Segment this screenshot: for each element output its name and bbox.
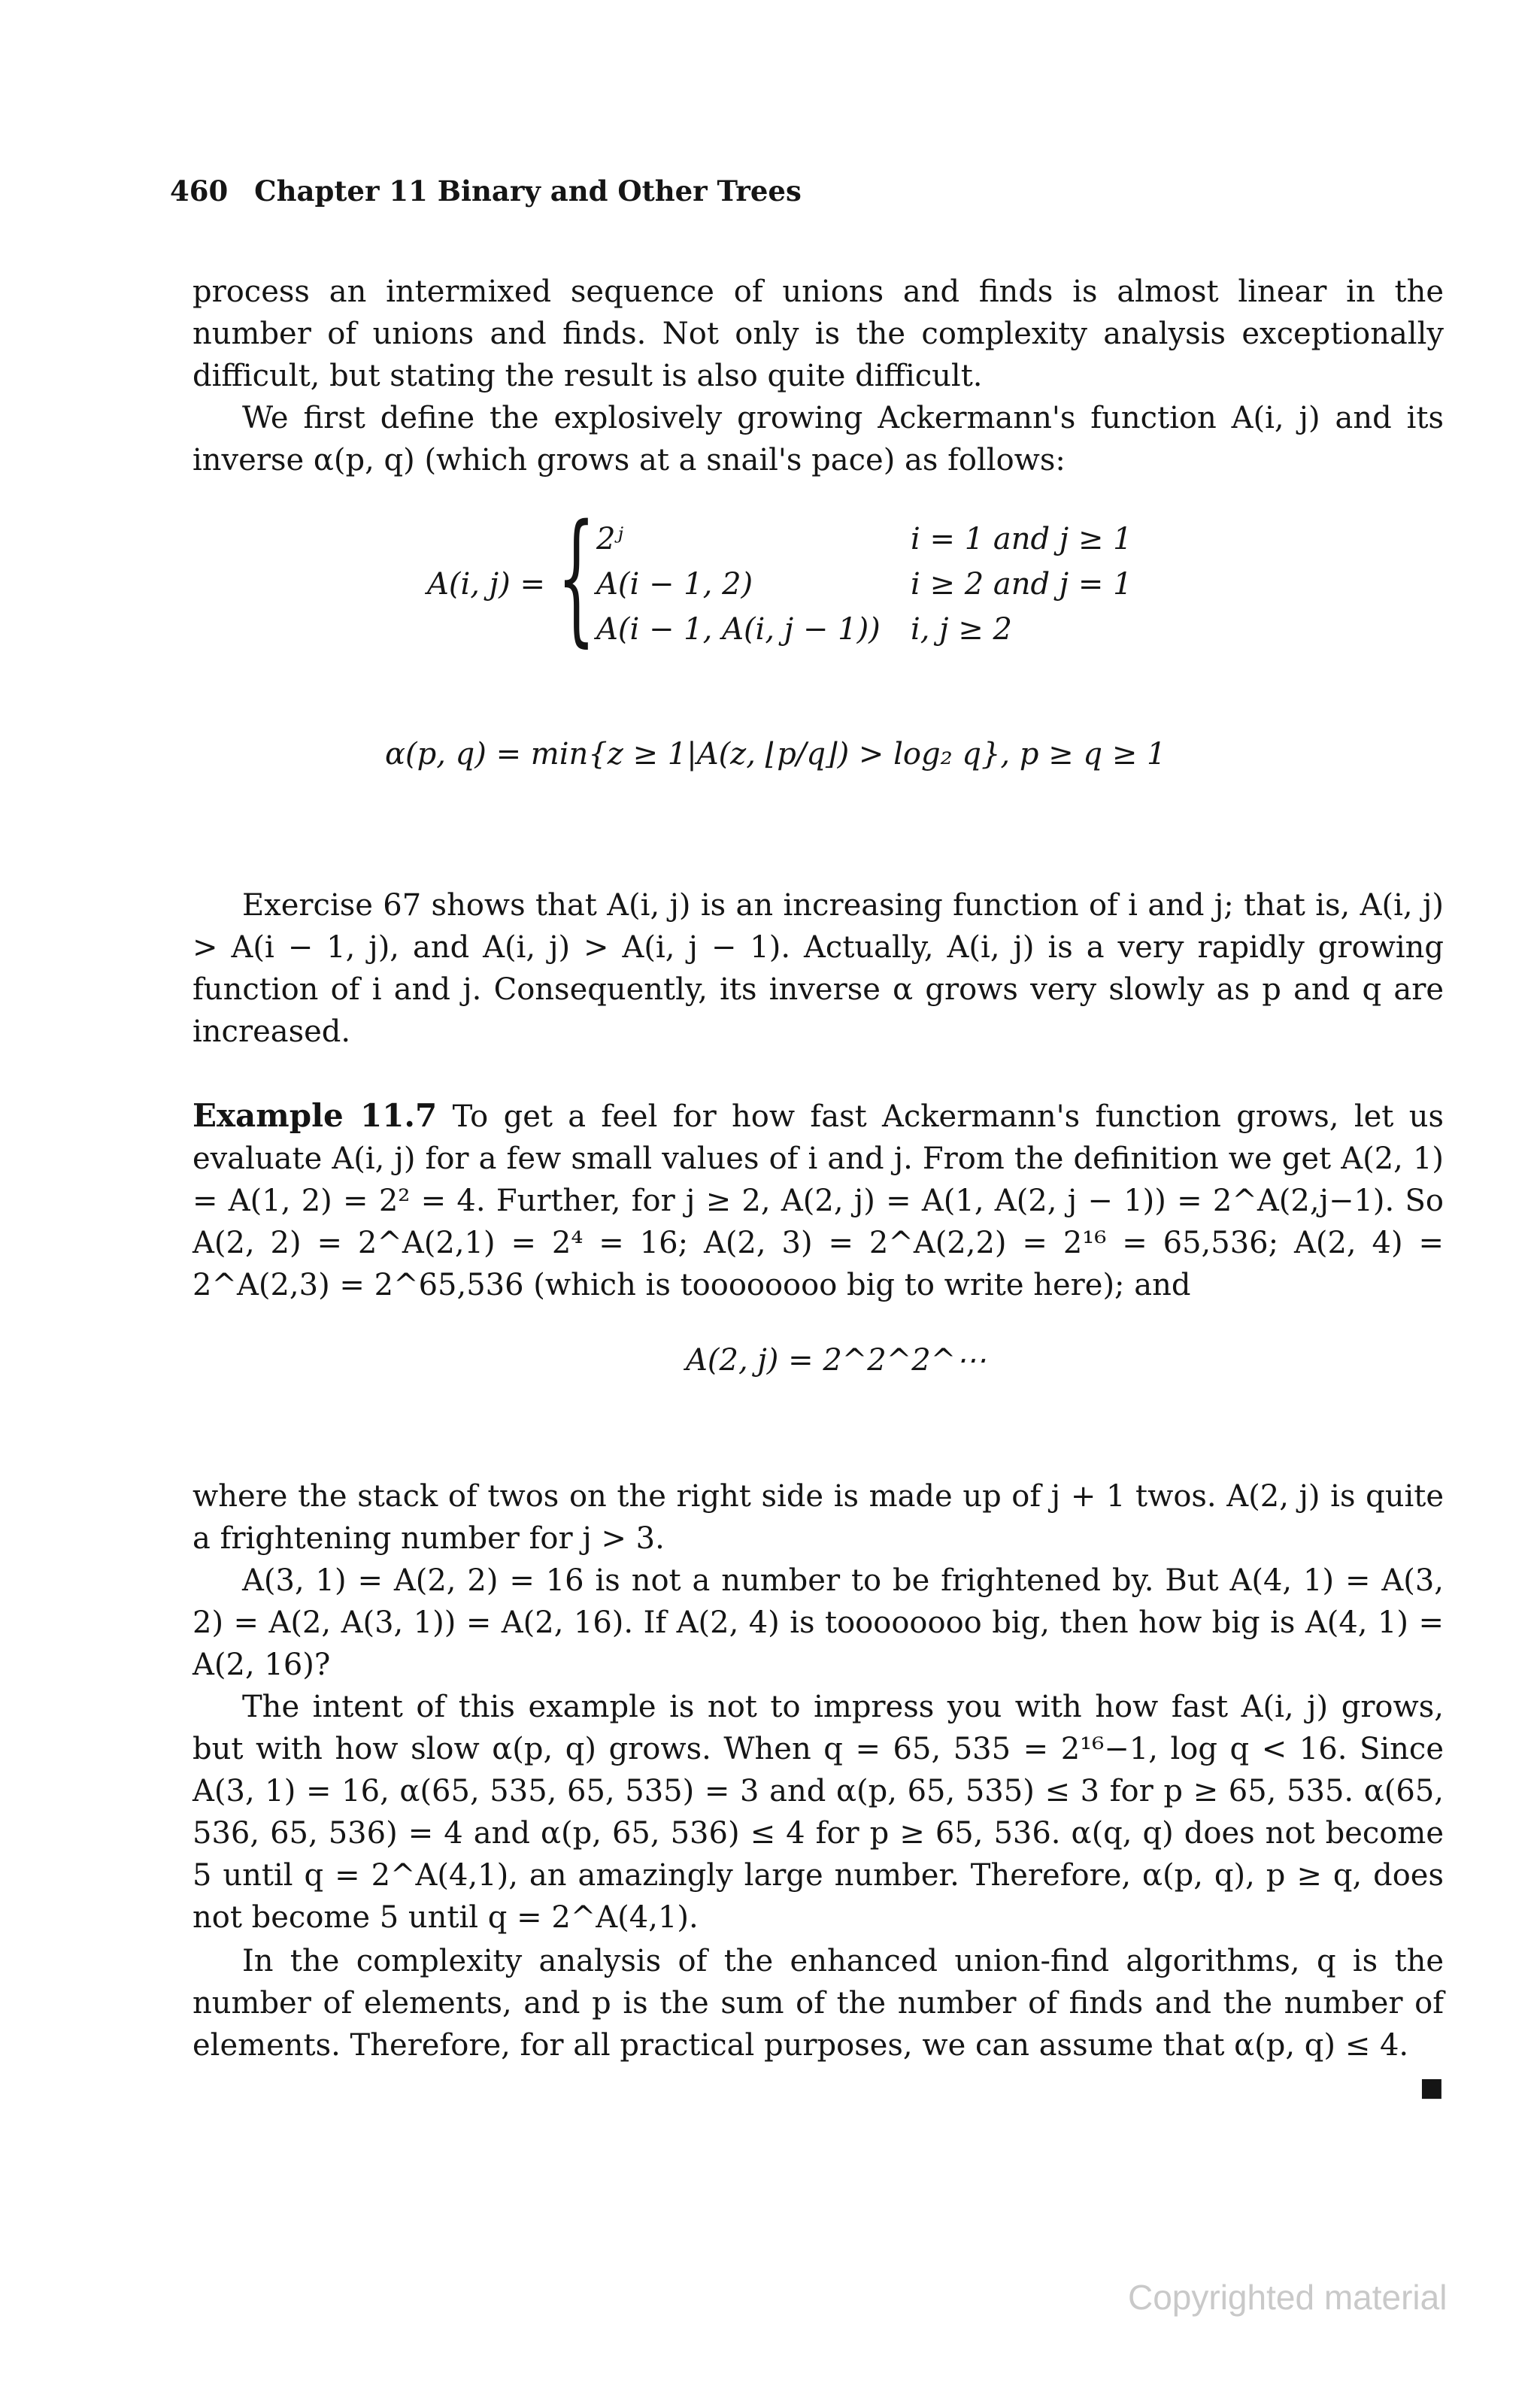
alpha-definition: α(p, q) = min{z ≥ 1|A(z, ⌊p/q⌋) > log₂ q}, p ≥ q ≥ 1 bbox=[385, 737, 1166, 772]
ackermann-definition bbox=[427, 494, 1132, 660]
paragraph-2 bbox=[192, 397, 1444, 481]
copyright-watermark: Copyrighted material bbox=[1128, 2278, 1448, 2317]
paragraph-3 bbox=[192, 884, 1444, 1053]
page-number: 460 bbox=[170, 174, 229, 208]
paragraph-6-text: A(3, 1) = A(2, 2) = 16 is not a number to be frightened by. But A(4, 1) = A(3, 2) = A(2, A(3, 1)) = A(2, 16). If A(2, 4) is toooooooo big, then how big is A(4, 1) = A(2, 16)? bbox=[192, 1563, 1444, 1682]
paragraph-8-text: In the complexity analysis of the enhanced union-find algorithms, q is the number of elements, and p is the sum of the number of finds and the number of elements. Therefore, for all practical purposes, we can assume that α(p, q) ≤ 4. bbox=[192, 1944, 1444, 2063]
qed-square-icon: ■ bbox=[1419, 2072, 1444, 2103]
case-1-expr: 2ʲ bbox=[596, 522, 623, 556]
paragraph-1-text: process an intermixed sequence of unions and finds is almost linear in the number of unions and finds. Not only is the complexity analysis exceptionally difficult, but stating the result is also quite difficult. bbox=[192, 274, 1444, 393]
paragraph-7-text: The intent of this example is not to impress you with how fast A(i, j) grows, but with how slow α(p, q) grows. When q = 65, 535 = 2¹⁶−1, log q < 16. Since A(3, 1) = 16, α(65, 535, 65, 535) = 3 and α(p, 65, 535) ≤ 3 for p ≥ 65, 535. α(65, 536, 65, 536) = 4 and α(p, 65, 536) ≤ 4 for p ≥ 65, 536. α(q, q) does not become 5 until q = 2^A(4,1), an amazingly large number. Therefore, α(p, q), p ≥ q, does not become 5 until q = 2^A(4,1). bbox=[192, 1690, 1444, 1935]
left-brace-icon: { bbox=[556, 494, 596, 660]
case-3-expr: A(i − 1, A(i, j − 1)) bbox=[596, 612, 881, 647]
case-1-cond: i = 1 and j ≥ 1 bbox=[910, 522, 1132, 556]
power-tower-equation: A(2, j) = 2^2^2^⋯ bbox=[686, 1343, 987, 1378]
paragraph-5 bbox=[192, 1475, 1444, 1560]
paragraph-5-text: where the stack of twos on the right side is made up of j + 1 twos. A(2, j) is quite a frightening number for j > 3. bbox=[192, 1479, 1444, 1556]
ackermann-cases bbox=[596, 518, 1132, 650]
paragraph-6 bbox=[192, 1560, 1444, 1686]
paragraph-2-text: We first define the explosively growing Ackermann's function A(i, j) and its inverse α(p, q) (which grows at a snail's pace) as follows: bbox=[192, 401, 1444, 477]
example-text: To get a feel for how fast Ackermann's function grows, let us evaluate A(i, j) for a few small values of i and j. From the definition we get A(2, 1) = A(1, 2) = 2² = 4. Further, for j ≥ 2, A(2, j) = A(1, A(2, j − 1)) = 2^A(2,j−1). So A(2, 2) = 2^A(2,1) = 2⁴ = 16; A(2, 3) = 2^A(2,2) = 2¹⁶ = 65,536; A(2, 4) = 2^A(2,3) = 2^65,536 (which is toooooooo big to write here); and bbox=[192, 1099, 1444, 1302]
paragraph-7 bbox=[192, 1686, 1444, 1939]
case-2-expr: A(i − 1, 2) bbox=[596, 567, 753, 602]
paragraph-8 bbox=[192, 1940, 1444, 2109]
paragraph-8-block bbox=[192, 1940, 1444, 2103]
paragraph-3-text: Exercise 67 shows that A(i, j) is an increasing function of i and j; that is, A(i, j) > A(i − 1, j), and A(i, j) > A(i, j − 1). Actually, A(i, j) is a very rapidly growing function of i and j. Consequently, its inverse α grows very slowly as p and q are increased. bbox=[192, 888, 1444, 1049]
ackermann-lhs: A(i, j) = bbox=[427, 567, 545, 602]
example-label: Example 11.7 bbox=[192, 1097, 438, 1134]
case-2-cond: i ≥ 2 and j = 1 bbox=[910, 567, 1132, 602]
example-text-block bbox=[192, 1095, 1444, 1306]
paragraph-1 bbox=[192, 271, 1444, 397]
chapter-title: Chapter 11 Binary and Other Trees bbox=[254, 174, 802, 208]
case-3-cond: i, j ≥ 2 bbox=[910, 612, 1012, 647]
example-11-7 bbox=[192, 1095, 1444, 1306]
running-header bbox=[170, 174, 802, 208]
